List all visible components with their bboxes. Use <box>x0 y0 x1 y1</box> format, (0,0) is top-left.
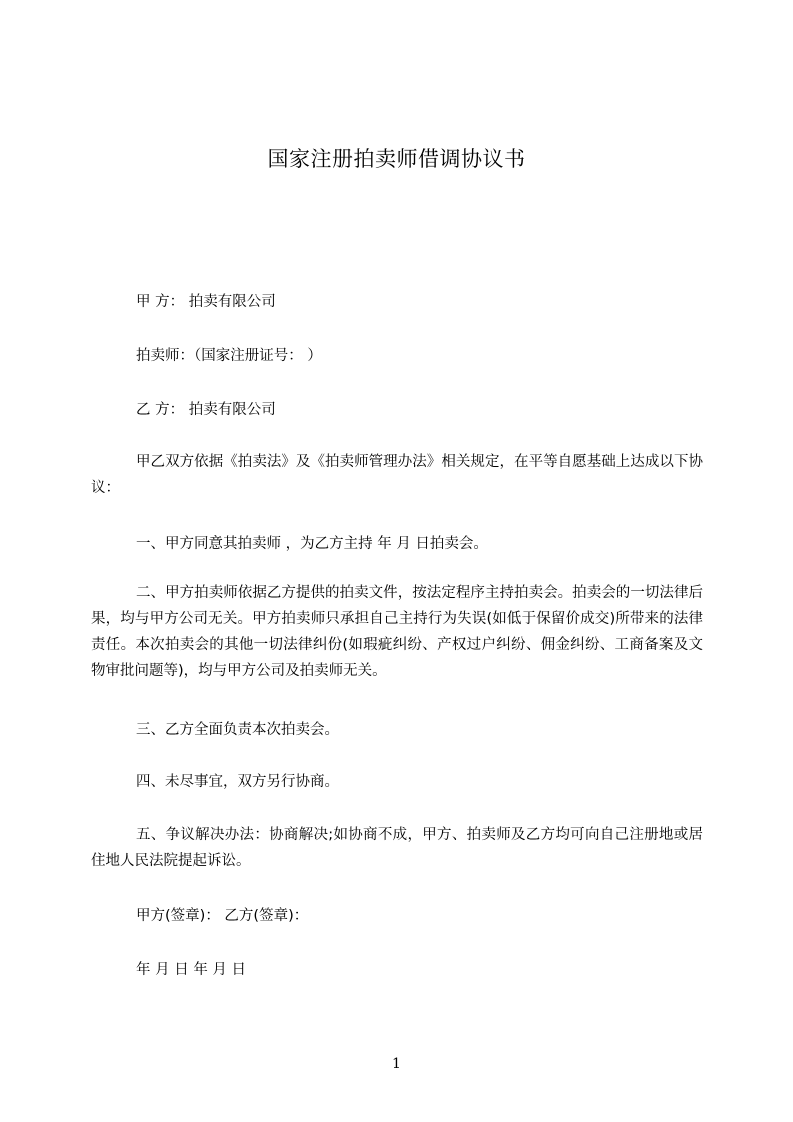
date-line: 年 月 日 年 月 日 <box>136 962 247 978</box>
party-a-line: 甲 方： 拍卖有限公司 <box>136 294 276 310</box>
preamble-paragraph: 甲乙双方依据《拍卖法》及《拍卖师管理办法》相关规定，在平等自愿基础上达成以下协议： <box>91 454 703 496</box>
signature-line: 甲方(签章)： 乙方(签章)： <box>136 908 309 924</box>
document-title: 国家注册拍卖师借调协议书 <box>267 147 526 171</box>
clause-5: 五、争议解决办法：协商解决;如协商不成，甲方、拍卖师及乙方均可向自己注册地或居住地人民法院提起诉讼。 <box>91 827 703 869</box>
page-number: 1 <box>392 1056 401 1072</box>
party-b-line: 乙 方： 拍卖有限公司 <box>136 402 276 418</box>
clause-3: 三、乙方全面负责本次拍卖会。 <box>136 722 339 738</box>
auctioneer-line: 拍卖师：（国家注册证号： ） <box>136 348 322 364</box>
clause-4: 四、未尽事宜，双方另行协商。 <box>136 774 339 790</box>
clause-2: 二、甲方拍卖师依据乙方提供的拍卖文件，按法定程序主持拍卖会。拍卖会的一切法律后果，均与甲方公司无关。甲方拍卖师只承担自己主持行为失误(如低于保留价成交)所带来的法律责任。本次拍卖会的其他一切法律纠份(如瑕疵纠纷、产权过户纠纷、佣金纠纷、工商备案及文物审批问题等)，均与甲方公司及拍卖师无关。 <box>91 585 703 679</box>
clause-1: 一、甲方同意其拍卖师 ，为乙方主持 年 月 日拍卖会。 <box>136 536 488 552</box>
